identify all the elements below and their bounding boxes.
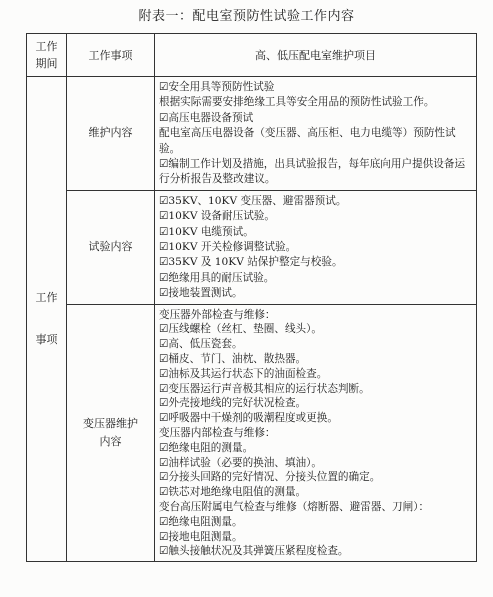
checkbox-checked-icon: ☑ [159, 111, 169, 124]
list-item [159, 271, 472, 286]
list-item [159, 441, 472, 456]
checkbox-checked-icon: ☑ [159, 412, 169, 425]
list-item [159, 240, 472, 255]
list-item [159, 352, 472, 367]
list-item [159, 225, 472, 240]
checkbox-checked-icon: ☑ [159, 530, 169, 543]
checkbox-checked-icon: ☑ [159, 271, 169, 284]
list-item [159, 337, 472, 352]
list-item [159, 500, 472, 515]
list-item-text: 绝缘电阻测量。 [168, 515, 243, 528]
list-item-text: 压线螺栓（丝杠、垫圈、线头）。 [168, 323, 323, 336]
table-row [27, 304, 477, 562]
section-name-transformer [67, 304, 155, 562]
checkbox-checked-icon: ☑ [159, 367, 169, 380]
checkbox-checked-icon: ☑ [159, 382, 169, 395]
list-item [159, 111, 472, 126]
list-item [159, 411, 472, 426]
list-item-text: 桶皮、节门、油枕、散热器。 [168, 353, 307, 366]
header-period [27, 34, 67, 77]
list-item-text: 呼吸器中干燥剂的吸潮程度或更换。 [168, 412, 338, 425]
list-item-text: 接地装置测试。 [168, 287, 243, 300]
list-item-text: 编制工作计划及措施，出具试验报告，每年底向用户提供设备运行分析报告及整改建议。 [159, 158, 466, 186]
section-name-transformer-line2: 内容 [99, 434, 122, 448]
list-item-text: 变压器外部检查与维修： [159, 308, 276, 321]
list-item-text: 安全用具等预防性试验 [168, 81, 275, 93]
checkbox-checked-icon: ☑ [159, 353, 169, 366]
checkbox-checked-icon: ☑ [159, 81, 169, 93]
header-task: 工作事项 [67, 34, 155, 77]
period-cell [27, 77, 67, 562]
section-content-testing [155, 190, 477, 304]
checkbox-checked-icon: ☑ [159, 287, 169, 300]
list-item [159, 322, 472, 337]
section-name-maintenance: 维护内容 [67, 77, 155, 191]
list-item [159, 126, 472, 157]
list-item-text: 35KV 及 10KV 站保护整定与校验。 [168, 256, 343, 269]
checkbox-checked-icon: ☑ [159, 486, 169, 499]
list-item-text: 变台高压附属电气检查与维修（熔断器、避雷器、刀闸）： [159, 501, 430, 514]
list-item-text: 高压电器设备预试 [168, 111, 254, 124]
checkbox-checked-icon: ☑ [159, 397, 169, 410]
checkbox-checked-icon: ☑ [159, 515, 169, 528]
list-item-text: 10KV 开关检修调整试验。 [168, 241, 297, 254]
list-item [159, 485, 472, 500]
list-item [159, 286, 472, 301]
checkbox-checked-icon: ☑ [159, 471, 169, 484]
header-project: 高、低压配电室维护项目 [155, 34, 477, 77]
checkbox-checked-icon: ☑ [159, 241, 169, 254]
section-name-transformer-line1: 变压器维护 [83, 416, 138, 430]
checkbox-checked-icon: ☑ [159, 158, 169, 171]
section-name-testing: 试验内容 [67, 190, 155, 304]
list-item-text: 根据实际需要安排绝缘工具等安全用品的预防性试验工作。 [159, 96, 435, 109]
list-item-text: 绝缘用具的耐压试验。 [168, 271, 275, 284]
list-item [159, 255, 472, 270]
list-item [159, 470, 472, 485]
period-label-line2: 事项 [35, 333, 58, 347]
list-item [159, 396, 472, 411]
list-item-text: 绝缘电阻的测量。 [168, 441, 254, 454]
list-item [159, 194, 472, 209]
section-content-transformer [155, 304, 477, 562]
list-item-text: 高、低压瓷套。 [168, 338, 243, 351]
maintenance-table [26, 33, 477, 562]
header-period-label: 工作期间 [35, 40, 58, 70]
list-item [159, 426, 472, 441]
checkbox-checked-icon: ☑ [159, 456, 169, 469]
list-item [159, 530, 472, 545]
checkbox-checked-icon: ☑ [159, 256, 169, 269]
period-gap [27, 308, 66, 330]
list-item-text: 分接头回路的完好情况、分接头位置的确定。 [168, 471, 381, 484]
document-title: 附表一：配电室预防性试验工作内容 [138, 9, 355, 24]
checkbox-checked-icon: ☑ [159, 194, 169, 207]
list-item-text: 35KV、10KV 变压器、避雷器预试。 [168, 194, 347, 207]
list-item-text: 10KV 设备耐压试验。 [168, 210, 275, 223]
list-item [159, 209, 472, 224]
section-content-maintenance [155, 77, 477, 191]
checkbox-checked-icon: ☑ [159, 441, 169, 454]
list-item [159, 456, 472, 471]
list-item-text: 变压器运行声音极其相应的运行状态判断。 [168, 382, 370, 395]
table-row [27, 77, 477, 191]
table-row [27, 190, 477, 304]
list-item-text: 变压器内部检查与维修： [159, 427, 276, 440]
checkbox-checked-icon: ☑ [159, 323, 169, 336]
list-item-text: 10KV 电缆预试。 [168, 225, 254, 238]
period-label-line1: 工作 [35, 291, 58, 305]
list-item [159, 382, 472, 397]
list-item-text: 接地电阻测量。 [168, 530, 243, 543]
list-item-text: 触头接触状况及其弹簧压紧程度检查。 [168, 545, 349, 558]
list-item-text: 铁芯对地绝缘电阻值的测量。 [168, 486, 307, 499]
checkbox-checked-icon: ☑ [159, 545, 169, 558]
checkbox-checked-icon: ☑ [159, 210, 169, 223]
list-item-text: 油样试验（必要的换油、填油）。 [168, 456, 323, 469]
table-header-row [27, 34, 477, 77]
list-item [159, 157, 472, 188]
list-item [159, 80, 472, 95]
list-item-text: 外壳接地线的完好状况检查。 [168, 397, 307, 410]
checkbox-checked-icon: ☑ [159, 338, 169, 351]
list-item [159, 308, 472, 323]
list-item [159, 95, 472, 110]
list-item-text: 配电室高压电器设备（变压器、高压柜、电力电缆等）预防性试验。 [159, 127, 456, 155]
list-item [159, 515, 472, 530]
checkbox-checked-icon: ☑ [159, 225, 169, 238]
list-item-text: 油标及其运行状态下的油面检查。 [168, 367, 328, 380]
list-item [159, 544, 472, 559]
list-item [159, 367, 472, 382]
